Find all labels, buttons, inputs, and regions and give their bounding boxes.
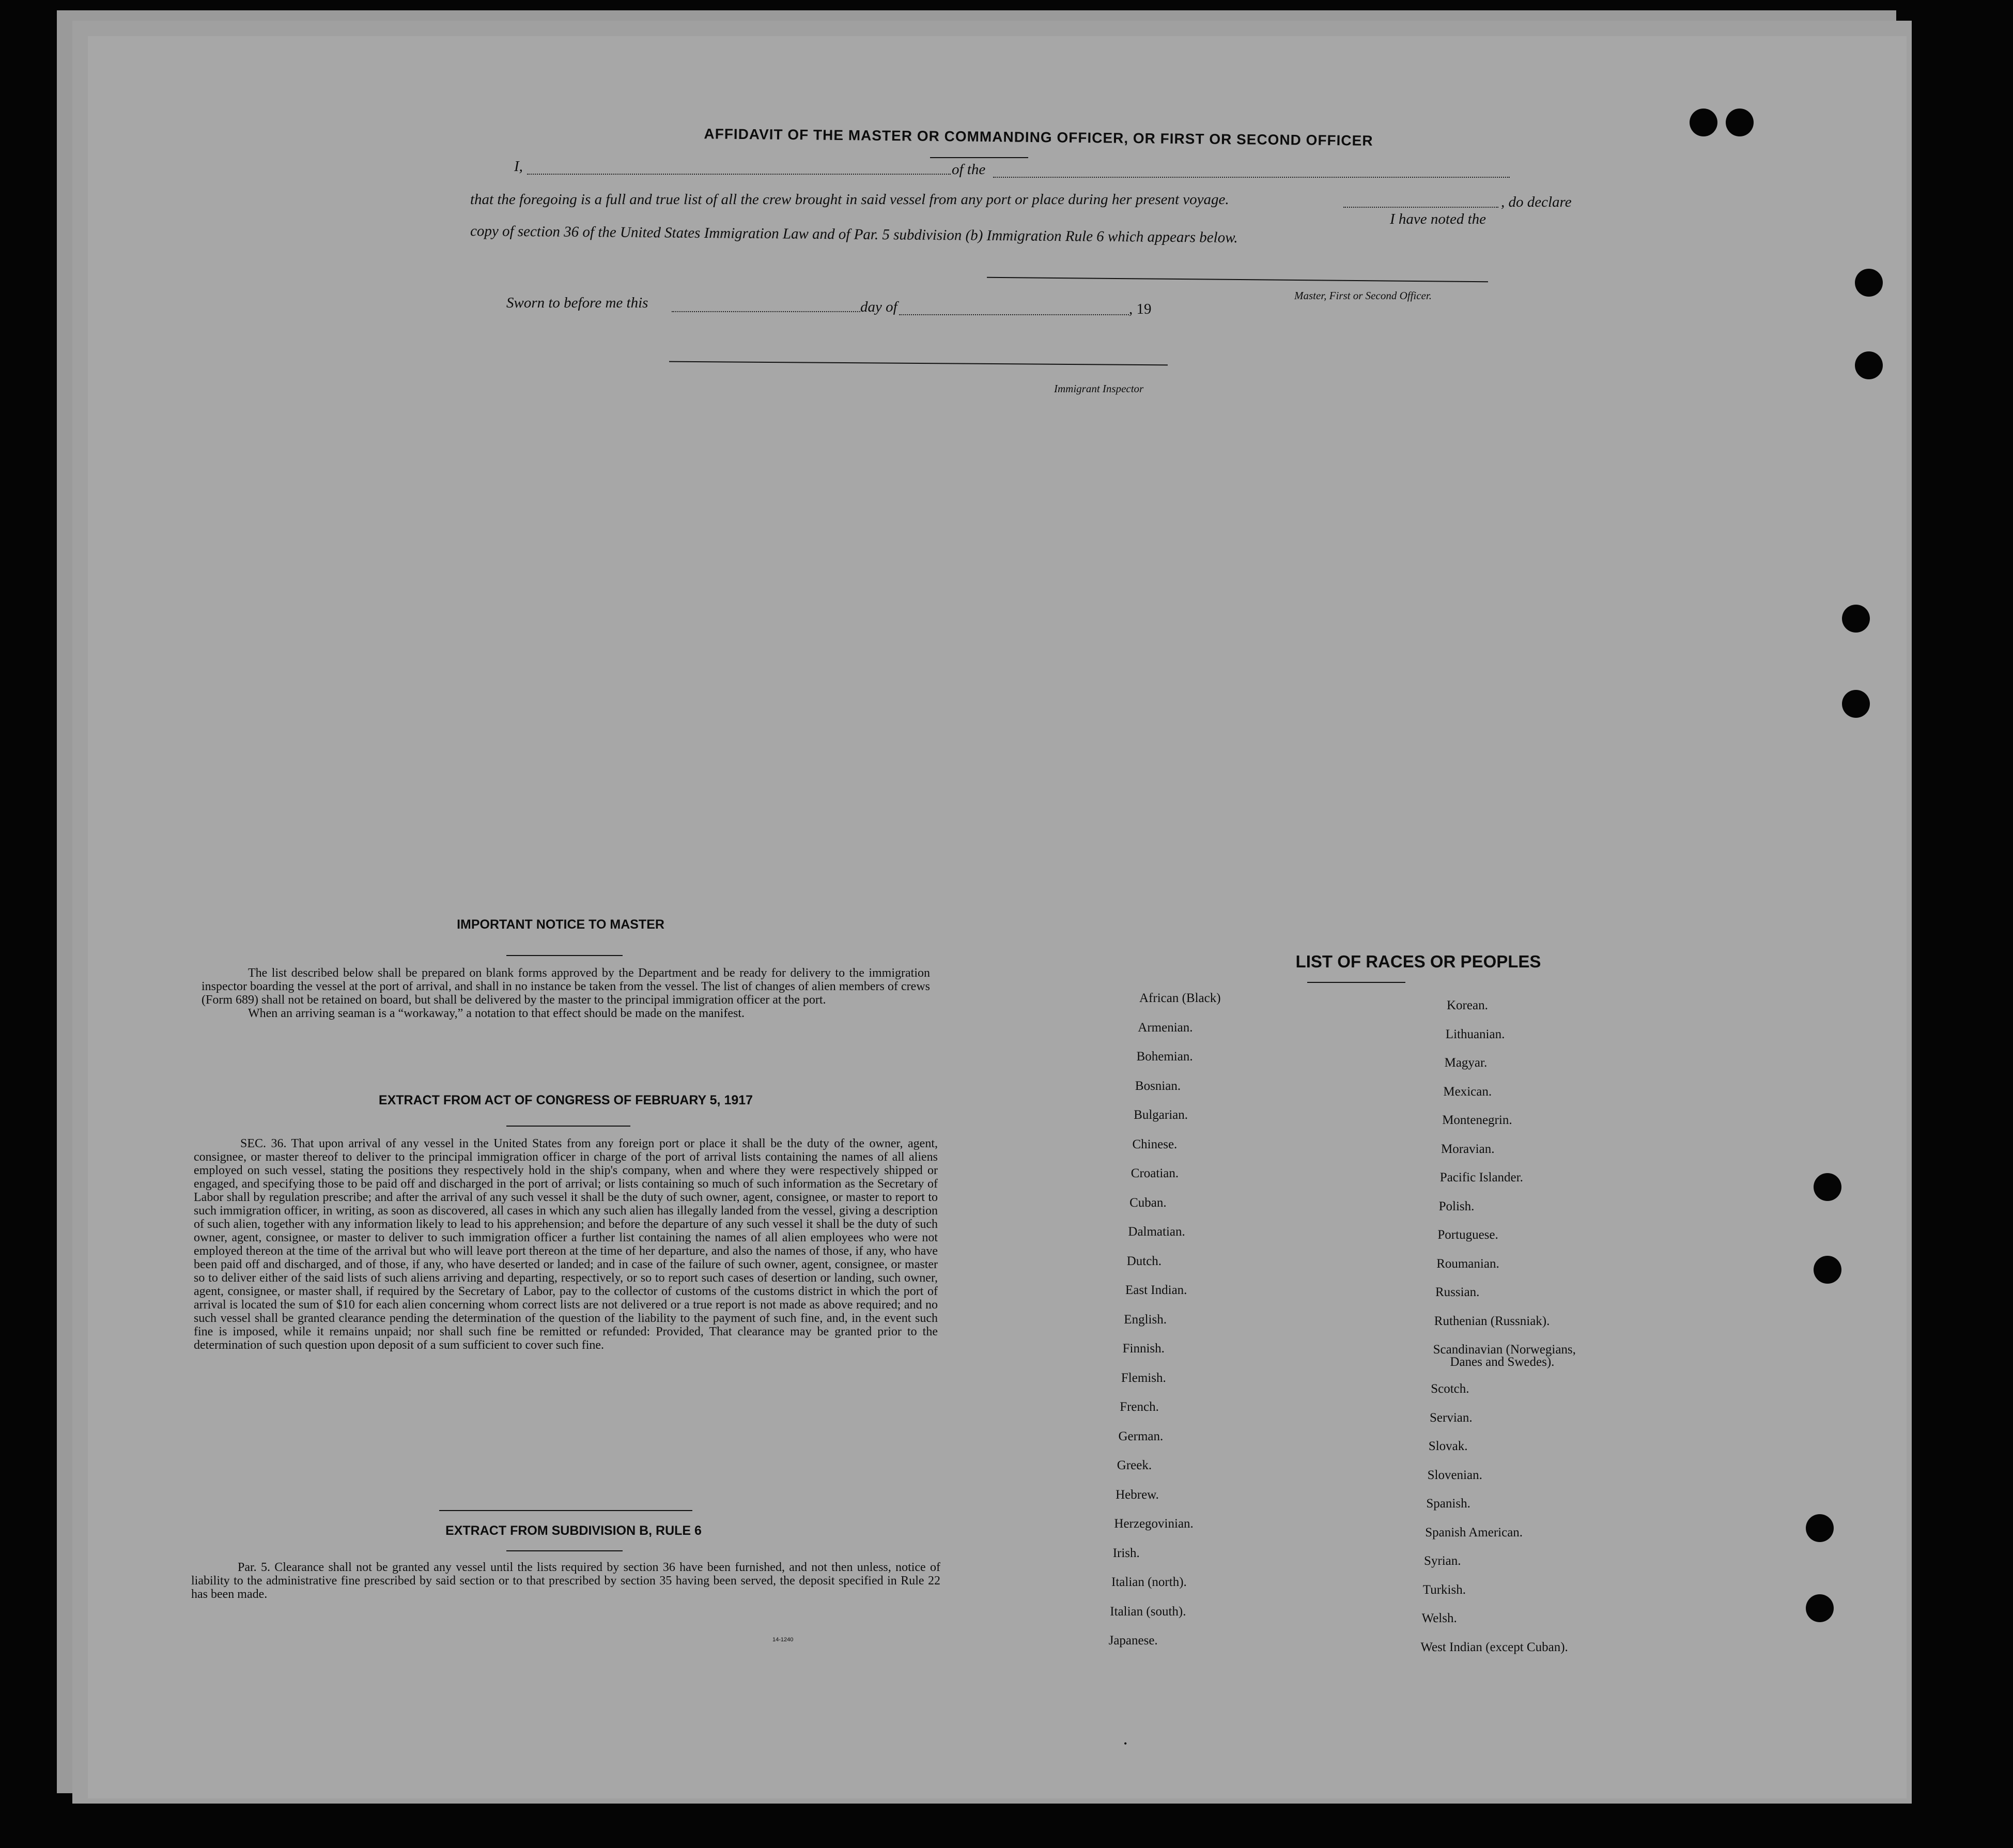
race-item: Danes and Swedes). [1450, 1355, 1555, 1369]
race-item: Herzegovinian. [1114, 1517, 1194, 1531]
race-item: Montenegrin. [1442, 1113, 1512, 1127]
race-item: Flemish. [1121, 1370, 1166, 1385]
race-item: French. [1120, 1400, 1159, 1414]
punch-hole [1814, 1256, 1841, 1284]
race-item: English. [1124, 1312, 1167, 1327]
race-item: Korean. [1447, 998, 1488, 1012]
race-item: Spanish. [1426, 1497, 1470, 1511]
name-blank [527, 174, 951, 175]
race-item: Welsh. [1421, 1611, 1457, 1625]
race-item: Turkish. [1422, 1582, 1466, 1597]
punch-hole [1855, 269, 1883, 297]
race-item: Magyar. [1444, 1056, 1488, 1070]
act-title: EXTRACT FROM ACT OF CONGRESS OF FEBRUARY 5, 1917 [378, 1093, 753, 1107]
affidavit-line2-end: , do declare [1501, 194, 1572, 210]
race-item: Spanish American. [1425, 1525, 1523, 1539]
act-body [194, 1137, 938, 1352]
race-item: Ruthenian (Russniak). [1434, 1314, 1550, 1328]
day-of-label: day of [860, 299, 897, 315]
form-number: 14-1240 [772, 1637, 794, 1643]
act-rule [506, 1126, 630, 1127]
affidavit-line2-tail: I have noted the [1390, 211, 1486, 227]
race-item: Chinese. [1132, 1137, 1178, 1151]
punch-hole [1842, 690, 1870, 718]
race-item: Roumanian. [1436, 1256, 1499, 1271]
act-end-rule [439, 1510, 692, 1511]
races-title: LIST OF RACES OR PEOPLES [1295, 952, 1541, 971]
race-item: Slovak. [1428, 1439, 1468, 1453]
race-item: Scandinavian (Norwegians, [1433, 1343, 1576, 1357]
manifest-page [88, 36, 1907, 1798]
punch-hole [1842, 605, 1870, 633]
race-item: Russian. [1435, 1285, 1480, 1299]
race-item: German. [1118, 1429, 1164, 1443]
year-label: , 19 [1129, 301, 1152, 317]
races-rule [1307, 982, 1405, 983]
race-item: Lithuanian. [1445, 1027, 1505, 1041]
affidavit-line2 [470, 191, 1514, 208]
race-item: Dutch. [1126, 1254, 1162, 1268]
race-item: Portuguese. [1437, 1228, 1498, 1242]
race-item: Scotch. [1431, 1382, 1469, 1396]
notice-para1: The list described below shall be prepared on blank forms approved by the Department and be ready for delivery to the immigration inspector boarding the vessel at the port of arrival, and shall in no instance be taken from the vessel. The list of changes of alien members of crews (Form 689) shall not be retained on board, but shall be delivered by the master to the principal immigration officer at the port. [202, 966, 930, 1007]
notice-rule [506, 955, 623, 956]
affidavit-line1-of: of the [952, 161, 986, 178]
notice-title: IMPORTANT NOTICE TO MASTER [457, 917, 664, 932]
punch-hole [1726, 109, 1754, 136]
race-item: African (Black) [1139, 991, 1221, 1005]
punch-hole [1690, 109, 1717, 136]
race-item: East Indian. [1125, 1283, 1187, 1297]
rule-title: EXTRACT FROM SUBDIVISION B, RULE 6 [445, 1523, 702, 1538]
race-item: Bosnian. [1135, 1079, 1181, 1093]
day-blank [672, 311, 860, 312]
race-item: Greek. [1117, 1458, 1152, 1472]
race-item: Servian. [1430, 1410, 1473, 1425]
race-item: Polish. [1438, 1199, 1475, 1213]
inspector-line [669, 361, 1168, 366]
punch-hole [1806, 1514, 1834, 1542]
sworn-label: Sworn to before me this [506, 295, 648, 311]
race-item: Slovenian. [1427, 1468, 1482, 1482]
port-blank [1343, 207, 1498, 208]
race-item: Croatian. [1131, 1166, 1179, 1180]
race-item: Italian (south). [1110, 1604, 1186, 1619]
affidavit-line2-text: that the foregoing is a full and true list of all the crew brought in said vessel from any port or place during her present voyage. [470, 191, 1229, 208]
signature-caption: Master, First or Second Officer. [1294, 289, 1432, 302]
page-mark: • [1124, 1738, 1127, 1749]
race-item: Bohemian. [1136, 1050, 1193, 1064]
race-item: Pacific Islander. [1439, 1171, 1523, 1184]
title-rule [930, 157, 1028, 158]
notice-para2: When an arriving seaman is a “workaway,” a notation to that effect should be made on the manifest. [248, 1007, 745, 1020]
race-item: Japanese. [1108, 1634, 1158, 1647]
race-item: Mexican. [1443, 1084, 1492, 1099]
race-item: Hebrew. [1116, 1487, 1159, 1502]
act-text: SEC. 36. That upon arrival of any vessel in the United States from any foreign port or place it shall be the duty of the owner, agent, consignee, or master thereof to deliver to the principal immigration officer in charge of the port of arrival lists containing the names of all aliens employed on such vessel, stating the positions they respectively hold in the ship's company, when and where they were respectively shipped or engaged, and specifying those to be paid off and discharged in the port of arrival; or lists containing so much of such information as the Secretary of Labor shall by regulation prescribe; and after the arrival of any such vessel it shall be the duty of such owner, agent, consignee, or master to report to such immigration officer, in writing, as soon as discovered, all cases in which any such alien has illegally landed from the vessel, giving a description of such alien, together with any information likely to lead to his apprehension; and before the departure of any such vessel it shall be the duty of such owner, agent, consignee, or master to deliver to such immigration officer a further list containing the names of all alien employees who were not employed thereon at the time of the arrival but who will leave port thereon at the time of her departure, and also the names of those, if any, who have been paid off and discharged, and of those, if any, who have deserted or landed; and in case of the failure of such owner, agent, consignee, or master so to deliver either of the said lists of such aliens arriving and departing, respectively, or so to report such cases of desertion or landing, such owner, agent, consignee, or master shall, if required by the Secretary of Labor, pay to the collector of customs of the customs district in which the port of arrival is located the sum of $10 for each alien concerning whom correct lists are not delivered or a true report is not made as above required; and no such vessel shall be granted clearance pending the determination of the question of the liability to the payment of such fine, and, in the event such fine is imposed, while it remains unpaid; nor shall such fine be remitted or refunded: Provided, That clearance may be granted prior to the determination of such question upon deposit of a sum sufficient to cover such fine. [194, 1137, 938, 1352]
month-blank [899, 314, 1129, 315]
race-item: Syrian. [1424, 1554, 1461, 1568]
race-item: Bulgarian. [1134, 1108, 1188, 1122]
affidavit-title: AFFIDAVIT OF THE MASTER OR COMMANDING OFFICER, OR FIRST OR SECOND OFFICER [704, 126, 1373, 149]
affidavit-line1-start: I, [514, 158, 523, 175]
race-item: Irish. [1112, 1546, 1140, 1560]
affidavit-line3: copy of section 36 of the United States Immigration Law and of Par. 5 subdivision (b) Immigration Rule 6 which appears below. [470, 223, 1238, 247]
punch-hole [1855, 351, 1883, 379]
notice-body [202, 966, 930, 1020]
signature-line [987, 277, 1488, 282]
race-item: Italian (north). [1111, 1575, 1187, 1589]
vessel-blank [993, 177, 1510, 178]
race-item: Moravian. [1441, 1142, 1495, 1156]
race-item: West Indian (except Cuban). [1420, 1640, 1568, 1654]
race-item: Dalmatian. [1128, 1225, 1185, 1239]
race-item: Cuban. [1129, 1195, 1167, 1210]
punch-hole [1806, 1594, 1834, 1622]
punch-hole [1814, 1173, 1841, 1201]
race-item: Finnish. [1122, 1342, 1165, 1356]
rule-rule [506, 1550, 623, 1551]
rule-body [191, 1561, 940, 1601]
rule-text: Par. 5. Clearance shall not be granted any vessel until the lists required by section 36 have been furnished, and not then unless, notice of liability to the administrative fine prescribed by said section or to that prescribed by section 35 having been served, the deposit specified in Rule 22 has been made. [191, 1561, 940, 1601]
race-item: Armenian. [1138, 1020, 1193, 1035]
inspector-caption: Immigrant Inspector [1054, 382, 1144, 395]
